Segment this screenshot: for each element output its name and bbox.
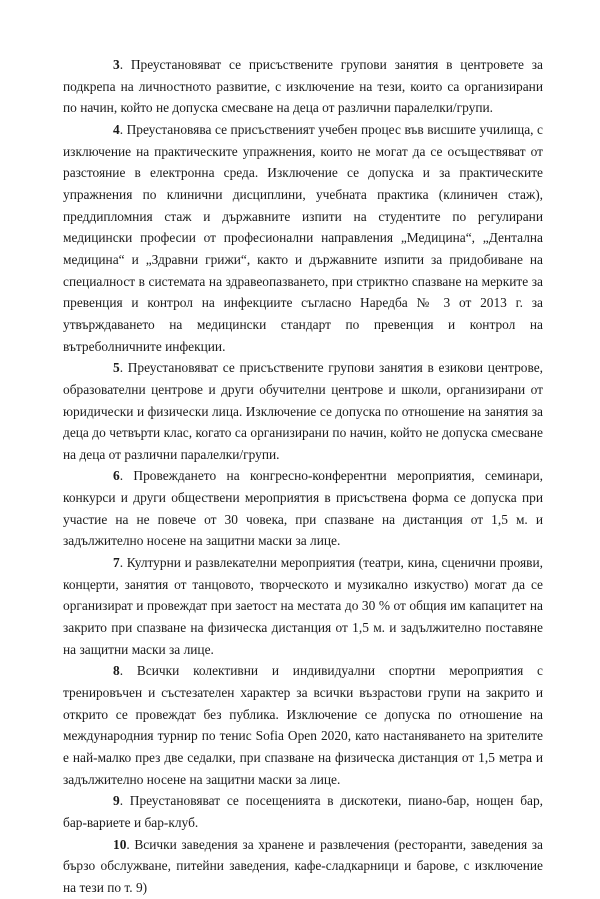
paragraph-number: 4: [113, 121, 120, 137]
paragraph-text: . Всички колективни и индивидуални спортни мероприятия с тренировъчен и състезателен характер за всички възрастови групи на закрито и открито се провеждат без публика. Изключение се допуска по отношение на международния турнир по тенис Sofia Open 2020, като настаняването на зрителите е най-малко през две седалки, при спазване на физическа дистанция от 1,5 метра и задължително носене на защитни маски за лице.: [63, 663, 543, 787]
paragraph-6: [63, 465, 543, 552]
paragraph-3: [63, 54, 543, 119]
paragraph-number: 3: [113, 57, 120, 72]
paragraph-text: . Преустановяват се присъствените групови занятия в езикови центрове, образователни центрове и други обучителни центрове и школи, организирани от юридически и физически лица. Изключение се допуска по отношение на занятия за деца до четвърти клас, когато са организирани по начин, който не допуска смесване на деца от различни паралелки/групи.: [63, 360, 543, 462]
paragraph-number: 7: [113, 555, 120, 571]
paragraph-9: [63, 790, 543, 833]
paragraph-number: 5: [113, 360, 120, 376]
paragraph-text: . Всички заведения за хранене и развлечения (ресторанти, заведения за бързо обслужване, питейни заведения, кафе-сладкарници и барове, с изключение на тези по т. 9): [63, 836, 543, 895]
paragraph-5: [63, 357, 543, 465]
document-page: [63, 54, 543, 899]
paragraph-8: [63, 660, 543, 790]
paragraph-4: [63, 119, 543, 357]
paragraph-number: 8: [113, 663, 120, 679]
paragraph-10: [63, 834, 543, 899]
paragraph-text: . Провеждането на конгресно-конферентни мероприятия, семинари, конкурси и други обществени мероприятия в присъствена форма се допуска при участие на не повече от 30 човека, при спазване на дистанция от 1,5 м. и задължително носене на защитни маски за лице.: [63, 468, 543, 549]
paragraph-text: . Преустановява се присъственият учебен процес във висшите училища, с изключение на практическите упражнения, които не могат да се осъществяват от разстояние в електронна среда. Изключение се допуска и за практическите упражнения по клинични дисциплини, учебната практика (клиничен стаж), преддипломния стаж и държавните изпити на студентите по регулирани медицински професии от професионални направления „Медицина“, „Дентална медицина“ и „Здравни грижи“, както и държавните изпити за придобиване на специалност в системата на здравеопазването, при стриктно спазване на мерките за превенция и контрол на инфекциите съгласно Наредба № 3 от 2013 г. за утвърждаването на медицински стандарт по превенция и контрол на вътреболничните инфекции.: [63, 121, 543, 354]
paragraph-text: . Културни и развлекателни мероприятия (театри, кина, сценични прояви, концерти, занятия от танцовото, творческото и музикално изкуство) могат да се организират и провеждат при заетост на местата до 30 % от общия им капацитет на закрито при спазване на физическа дистанция от 1,5 м. и задължително поставяне на защитни маски за лице.: [63, 555, 543, 657]
paragraph-7: [63, 552, 543, 660]
paragraph-number: 9: [113, 793, 120, 809]
paragraph-number: 6: [113, 468, 120, 484]
paragraph-number: 10: [113, 836, 127, 852]
paragraph-text: . Преустановяват се присъствените групови занятия в центровете за подкрепа на личностното развитие, с изключение на тези, които са организирани по начин, който не допуска смесване на деца от различни паралелки/групи.: [63, 57, 543, 116]
paragraph-text: . Преустановяват се посещенията в дискотеки, пиано-бар, нощен бар, бар-вариете и бар-клуб.: [63, 793, 543, 830]
